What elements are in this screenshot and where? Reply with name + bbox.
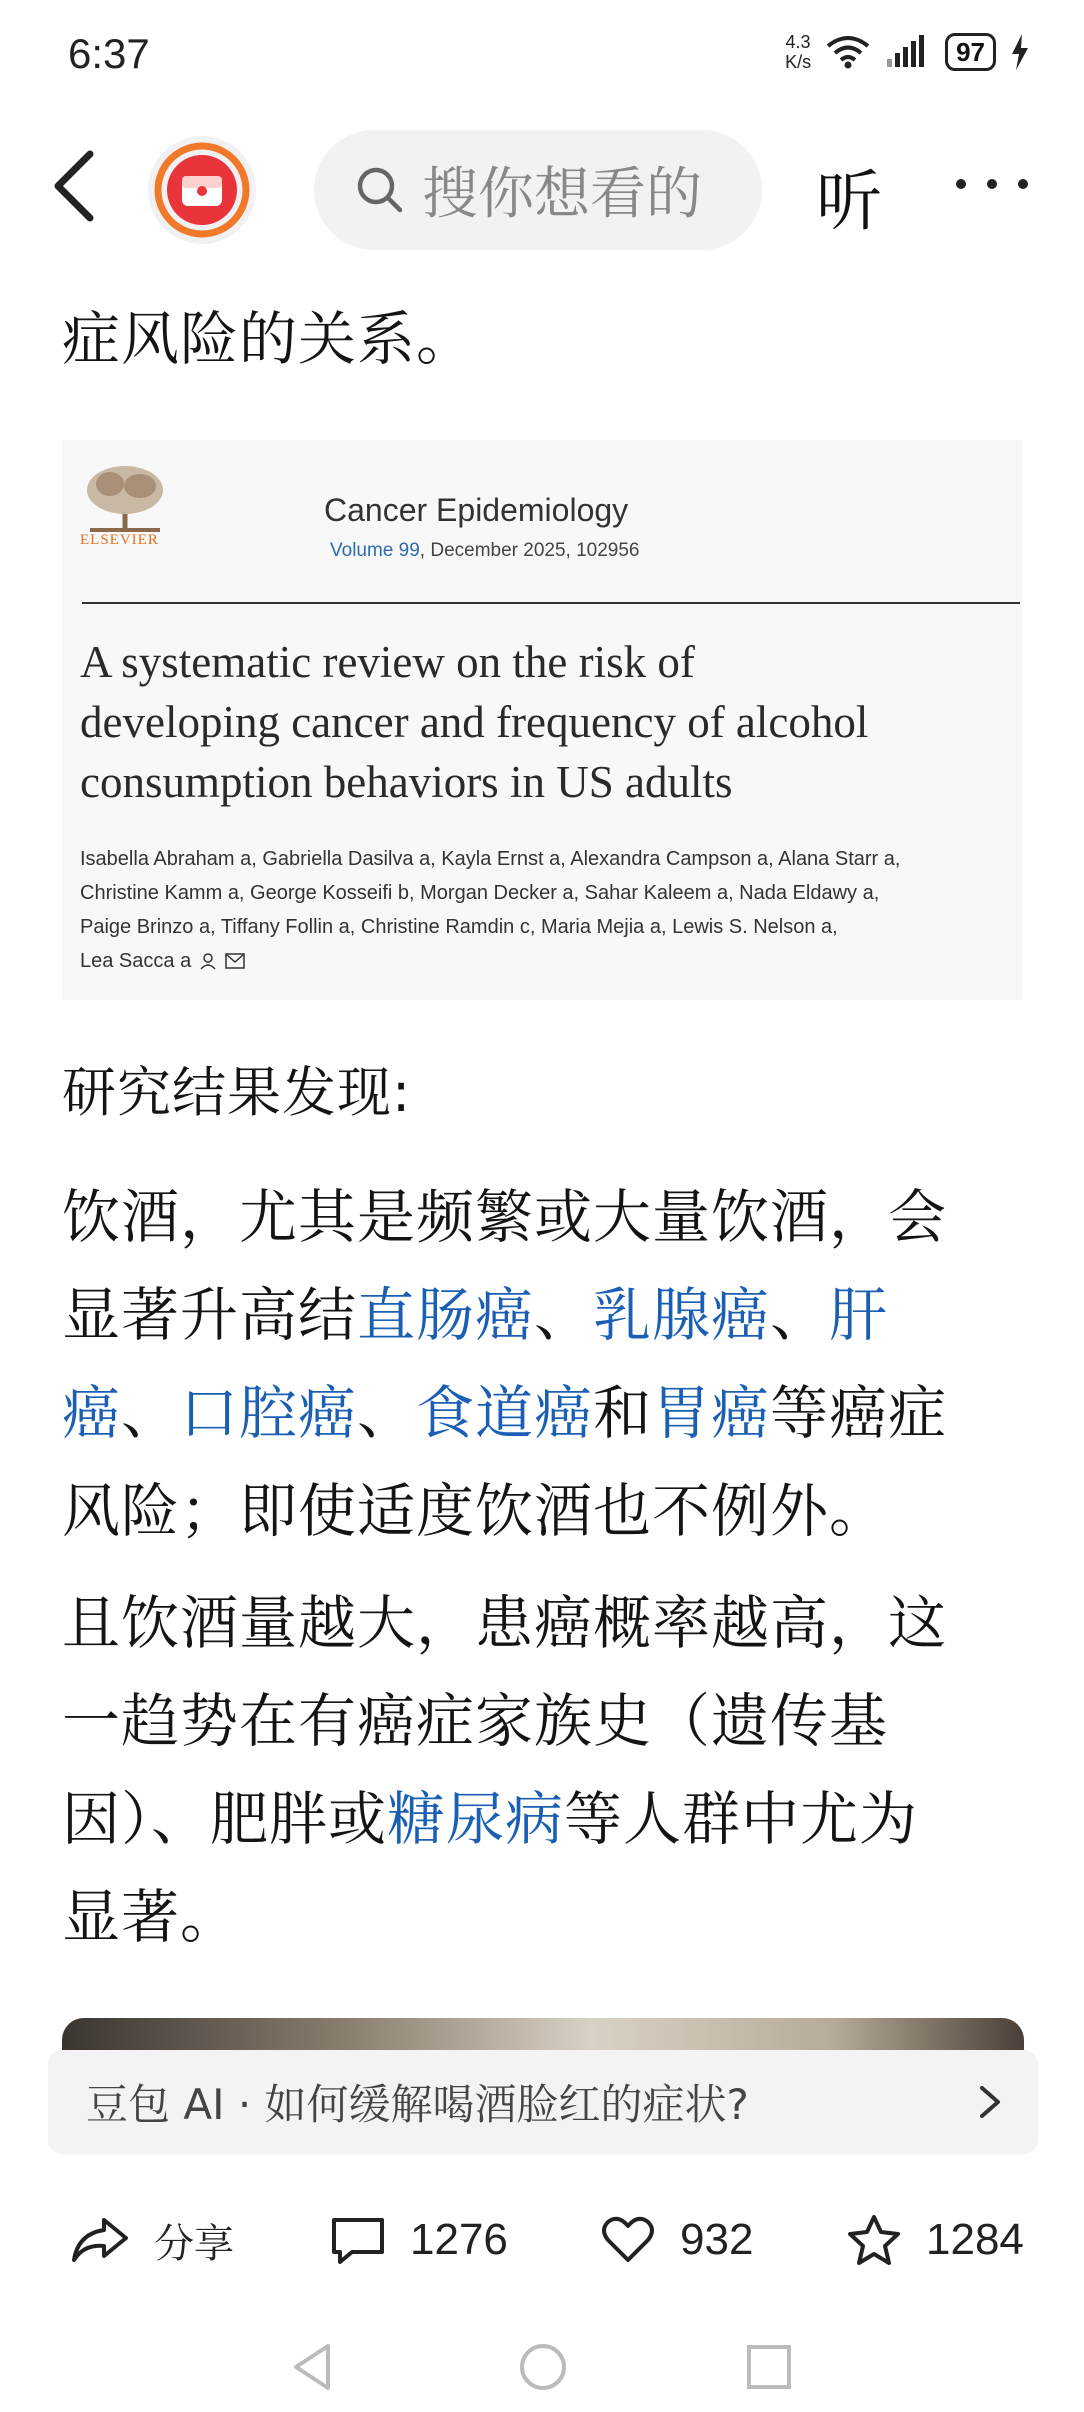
nav-recents-icon[interactable] (746, 2344, 792, 2390)
listen-button[interactable]: 听 (816, 163, 882, 240)
search-placeholder: 搜你想看的 (422, 162, 702, 227)
back-icon[interactable] (46, 146, 106, 226)
signal-icon (885, 35, 931, 69)
chevron-right-icon (976, 2084, 1004, 2120)
paper-screenshot[interactable] (62, 440, 1022, 1000)
share-button[interactable]: 分享 (70, 2190, 234, 2290)
like-button[interactable]: 932 (600, 2190, 753, 2290)
link-stomach-cancer[interactable]: 胃癌 (652, 1379, 771, 1447)
paper-authors: Isabella Abraham a, Gabriella Dasilva a, Kayla Ernst a, Alexandra Campson a, Alana Starr a, Christine Kamm a, George Kosseifi b, Morgan Decker a, Sahar Kaleem a, Nada Eldawy a, Paige Brinzo a, Tiffany Follin a, Christine Ramdin c, Maria Mejia a, Lewis S. Nelson a, Lea Sacca a (80, 848, 901, 972)
link-oral-cancer[interactable]: 口腔癌 (180, 1379, 358, 1447)
link-colorectal-cancer[interactable]: 直肠癌 (357, 1281, 535, 1349)
star-icon (846, 2213, 902, 2267)
nav-back-icon[interactable] (290, 2342, 334, 2392)
article-partial-line: 症风险的关系。 (62, 305, 476, 373)
ai-suggestion-text: 豆包 AI · 如何缓解喝酒脸红的症状? (86, 2080, 749, 2129)
more-options-icon[interactable] (956, 174, 1028, 194)
system-navigation-bar (0, 2320, 1084, 2412)
heart-icon (600, 2214, 656, 2266)
battery-indicator: 97 (945, 33, 996, 71)
paragraph-2: 且饮酒量越大，患癌概率越高，这 一趋势在有癌症家族史（遗传基 因）、肥胖或糖尿病等人群中尤为 显著。 (62, 1589, 948, 1951)
journal-name: Cancer Epidemiology (324, 492, 629, 528)
share-icon (70, 2214, 130, 2266)
email-icon (225, 953, 245, 969)
search-icon (354, 164, 406, 216)
link-liver-cancer[interactable]: 肝 (829, 1281, 889, 1349)
link-liver-cancer-cont[interactable]: 癌 (62, 1379, 122, 1447)
search-input[interactable] (314, 130, 762, 250)
link-esophageal-cancer[interactable]: 食道癌 (416, 1379, 594, 1447)
divider (82, 602, 1020, 604)
status-icons (785, 32, 1030, 72)
network-speed: 4.3 K/s (785, 32, 812, 72)
person-icon (199, 952, 217, 970)
status-time: 6:37 (68, 30, 150, 77)
top-nav (0, 118, 1084, 258)
journal-volume: Volume 99, December 2025, 102956 (330, 540, 640, 561)
comment-button[interactable]: 1276 (330, 2190, 508, 2290)
ai-suggestion-bar[interactable] (48, 2050, 1038, 2154)
action-bar (0, 2190, 1084, 2290)
nav-home-icon[interactable] (518, 2342, 568, 2392)
app-logo[interactable] (148, 136, 256, 244)
section-heading: 研究结果发现: (62, 1061, 412, 1124)
comment-icon (330, 2214, 386, 2266)
publisher-name: ELSEVIER (80, 532, 159, 548)
paper-title: A systematic review on the risk of developing cancer and frequency of alcohol consumption behaviors in US adults (80, 637, 869, 807)
paragraph-1: 饮酒，尤其是频繁或大量饮酒，会 显著升高结直肠癌、乳腺癌、肝 癌、口腔癌、食道癌和胃癌等癌症 风险；即使适度饮酒也不例外。 (62, 1183, 948, 1545)
link-diabetes[interactable]: 糖尿病 (387, 1785, 565, 1853)
favorite-button[interactable]: 1284 (846, 2190, 1024, 2290)
app-logo-icon (148, 136, 256, 244)
charging-icon (1010, 34, 1030, 70)
status-bar (0, 0, 1084, 110)
wifi-icon (825, 34, 871, 70)
link-breast-cancer[interactable]: 乳腺癌 (593, 1281, 771, 1349)
